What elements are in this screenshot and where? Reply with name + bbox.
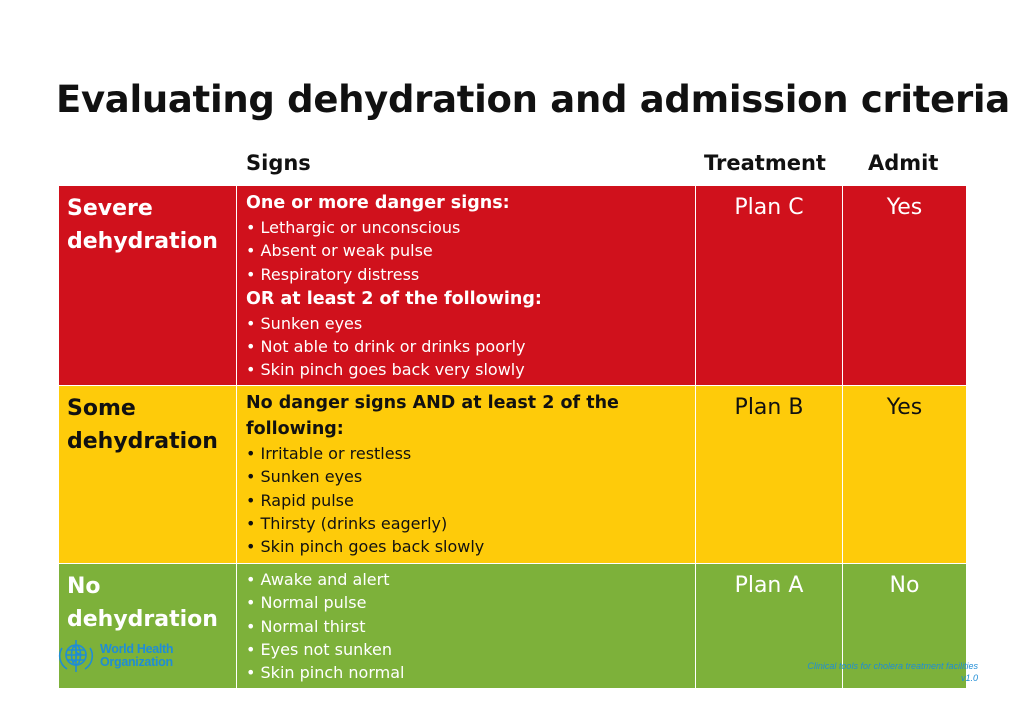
row-label-line: dehydration <box>67 607 218 632</box>
row-label-line: Severe <box>67 196 153 221</box>
table-row-severe <box>59 186 966 385</box>
treatment-value: Plan B <box>734 395 804 420</box>
signs-column-header: Signs <box>246 151 311 175</box>
footer-line: Clinical tools for cholera treatment facilities <box>807 661 978 671</box>
signs-cell <box>237 564 695 688</box>
admit-cell <box>843 186 966 385</box>
signs-heading: OR at least 2 of the following: <box>246 288 542 309</box>
signs-cell <box>237 186 695 385</box>
row-label-cell <box>59 186 236 385</box>
signs-heading: No danger signs AND at least 2 of the <box>246 393 619 413</box>
list-item: • Absent or weak pulse <box>246 241 433 261</box>
footer-version: v1.0 <box>960 673 978 683</box>
row-label-cell <box>59 386 236 563</box>
list-item: • Skin pinch normal <box>246 663 405 683</box>
list-item: • Respiratory distress <box>246 264 420 284</box>
list-item: • Thirsty (drinks eagerly) <box>246 513 448 533</box>
list-item: • Sunken eyes <box>246 313 363 333</box>
who-emblem-icon <box>55 636 97 676</box>
treatment-column-header: Treatment <box>704 151 826 175</box>
row-label-line: No <box>67 574 101 599</box>
list-item: • Normal pulse <box>246 593 367 613</box>
treatment-value: Plan A <box>734 573 804 598</box>
row-label-line: dehydration <box>67 229 218 254</box>
row-label-line: Some <box>67 396 136 421</box>
admit-column-header: Admit <box>868 151 939 175</box>
signs-heading: following: <box>246 419 344 439</box>
who-name-line: World Health <box>100 642 174 656</box>
list-item: • Awake and alert <box>246 570 390 589</box>
list-item: • Skin pinch goes back very slowly <box>246 360 525 380</box>
treatment-cell <box>696 386 842 563</box>
admit-value: Yes <box>886 195 923 220</box>
list-item: • Skin pinch goes back slowly <box>246 537 485 557</box>
page-title: Evaluating dehydration and admission criteria <box>56 78 1010 121</box>
list-item: • Not able to drink or drinks poorly <box>246 337 526 357</box>
treatment-value: Plan C <box>734 195 804 220</box>
list-item: • Eyes not sunken <box>246 639 392 659</box>
signs-heading: One or more danger signs: <box>246 193 510 213</box>
list-item: • Sunken eyes <box>246 467 363 487</box>
list-item: • Lethargic or unconscious <box>246 218 461 237</box>
list-item: • Rapid pulse <box>246 490 354 510</box>
who-name-line: Organization <box>100 655 173 669</box>
admit-value: Yes <box>886 395 923 420</box>
list-item: • Irritable or restless <box>246 444 412 463</box>
signs-cell <box>237 386 695 563</box>
who-logo <box>55 636 173 676</box>
admit-cell <box>843 386 966 563</box>
dehydration-table <box>59 186 966 688</box>
footer-note <box>807 660 978 684</box>
treatment-cell <box>696 186 842 385</box>
row-label-line: dehydration <box>67 429 218 454</box>
list-item: • Normal thirst <box>246 616 366 636</box>
table-row-some <box>59 385 966 563</box>
admit-value: No <box>889 573 920 598</box>
